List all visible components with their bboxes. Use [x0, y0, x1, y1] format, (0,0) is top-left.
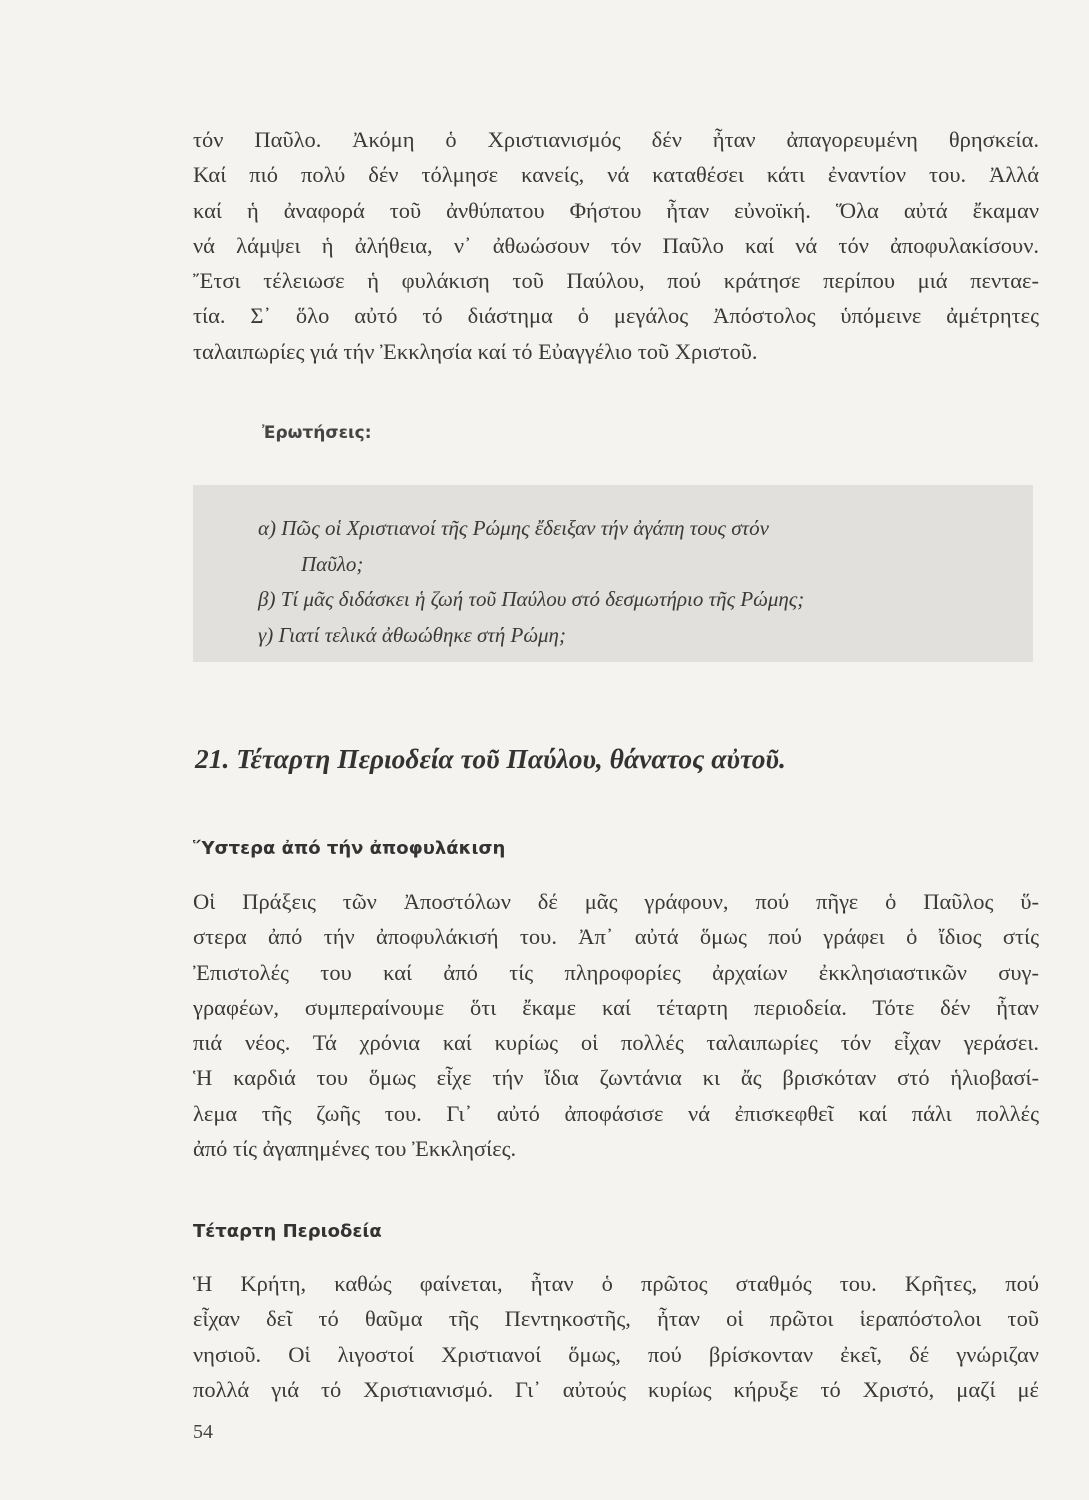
- question-a-text: α) Πῶς οἱ Χριστιανοί τῆς Ρώμης ἔδειξαν τήν ἀγάπη τους στόν: [258, 516, 769, 540]
- question-b: β) Τί μᾶς διδάσκει ἡ ζωή τοῦ Παύλου στό δεσμωτήριο τῆς Ρώμης;: [258, 587, 805, 611]
- section-fourth-journey-paragraph: [193, 1266, 1039, 1407]
- section-release-paragraph: [193, 884, 1039, 1166]
- text-line: καί ἡ ἀναφορά τοῦ ἀνθύπατου Φήστου ἦταν εὐνοϊκή. Ὅλα αὐτά ἔκαμαν: [193, 197, 1039, 223]
- questions-list: [258, 511, 958, 653]
- text-line: πολλά γιά τό Χριστιανισμό. Γι᾽ αὐτούς κυρίως κήρυξε τό Χριστό, μαζί μέ: [193, 1376, 1039, 1402]
- text-line: Ἡ Κρήτη, καθώς φαίνεται, ἦταν ὁ πρῶτος σταθμός του. Κρῆτες, πού: [193, 1271, 1039, 1296]
- page-number: 54: [193, 1421, 213, 1443]
- text-line: ἀπό τίς ἀγαπημένες του Ἐκκλησίες.: [193, 1136, 517, 1162]
- question-c: γ) Γιατί τελικά ἀθωώθηκε στή Ρώμη;: [258, 622, 566, 647]
- text-line: νά λάμψει ἡ ἀλήθεια, ν᾽ ἀθωώσουν τόν Παῦλο καί νά τόν ἀποφυλακίσουν.: [193, 232, 1039, 258]
- intro-paragraph: [193, 122, 1039, 369]
- section-heading-release: Ὕστερα ἀπό τήν ἀποφυλάκιση: [193, 838, 506, 859]
- text-line: εἶχαν δεῖ τό θαῦμα τῆς Πεντηκοστῆς, ἦταν οἱ πρῶτοι ἱεραπόστολοι τοῦ: [193, 1306, 1039, 1332]
- text-line: τία. Σ᾽ ὅλο αὐτό τό διάστημα ὁ μεγάλος Ἀπόστολος ὑπόμεινε ἀμέτρητες: [193, 303, 1039, 329]
- question-a-continuation: Παῦλο;: [301, 551, 364, 576]
- text-line: Καί πιό πολύ δέν τόλμησε κανείς, νά καταθέσει κάτι ἐναντίον του. Ἀλλά: [193, 162, 1039, 188]
- questions-title: Ἐρωτήσεις:: [262, 423, 372, 443]
- text-line: Ἔτσι τέλειωσε ἡ φυλάκιση τοῦ Παύλου, πού κράτησε περίπου μιά πενταε-: [193, 268, 1039, 294]
- text-line: στερα ἀπό τήν ἀποφυλάκισή του. Ἀπ᾽ αὐτά ὅμως πού γράφει ὁ ἴδιος στίς: [193, 924, 1039, 950]
- text-line: λεμα τῆς ζωῆς του. Γι᾽ αὐτό ἀποφάσισε νά ἐπισκεφθεῖ καί πάλι πολλές: [193, 1100, 1039, 1126]
- text-line: τόν Παῦλο. Ἀκόμη ὁ Χριστιανισμός δέν ἦταν ἀπαγορευμένη θρησκεία.: [193, 127, 1039, 152]
- text-line: Οἱ Πράξεις τῶν Ἀποστόλων δέ μᾶς γράφουν, πού πῆγε ὁ Παῦλος ὕ-: [193, 889, 1039, 914]
- text-line: γραφέων, συμπεραίνουμε ὅτι ἔκαμε καί τέταρτη περιοδεία. Τότε δέν ἦταν: [193, 994, 1039, 1020]
- chapter-title: 21. Τέταρτη Περιοδεία τοῦ Παύλου, θάνατος αὐτοῦ.: [195, 743, 786, 774]
- question-a: [258, 511, 958, 582]
- text-line: πιά νέος. Τά χρόνια καί κυρίως οἱ πολλές ταλαιπωρίες τόν εἶχαν γεράσει.: [193, 1030, 1039, 1056]
- text-line: Ἐπιστολές του καί ἀπό τίς πληροφορίες ἀρχαίων ἐκκλησιαστικῶν συγ-: [193, 959, 1039, 985]
- text-line: ταλαιπωρίες γιά τήν Ἐκκλησία καί τό Εὐαγγέλιο τοῦ Χριστοῦ.: [193, 338, 758, 364]
- text-line: Ἡ καρδιά του ὅμως εἶχε τήν ἴδια ζωντάνια κι ἄς βρισκόταν στό ἡλιοβασί-: [193, 1065, 1039, 1091]
- section-heading-fourth-journey: Τέταρτη Περιοδεία: [193, 1221, 382, 1242]
- text-line: νησιοῦ. Οἱ λιγοστοί Χριστιανοί ὅμως, πού βρίσκονταν ἐκεῖ, δέ γνώριζαν: [193, 1341, 1039, 1367]
